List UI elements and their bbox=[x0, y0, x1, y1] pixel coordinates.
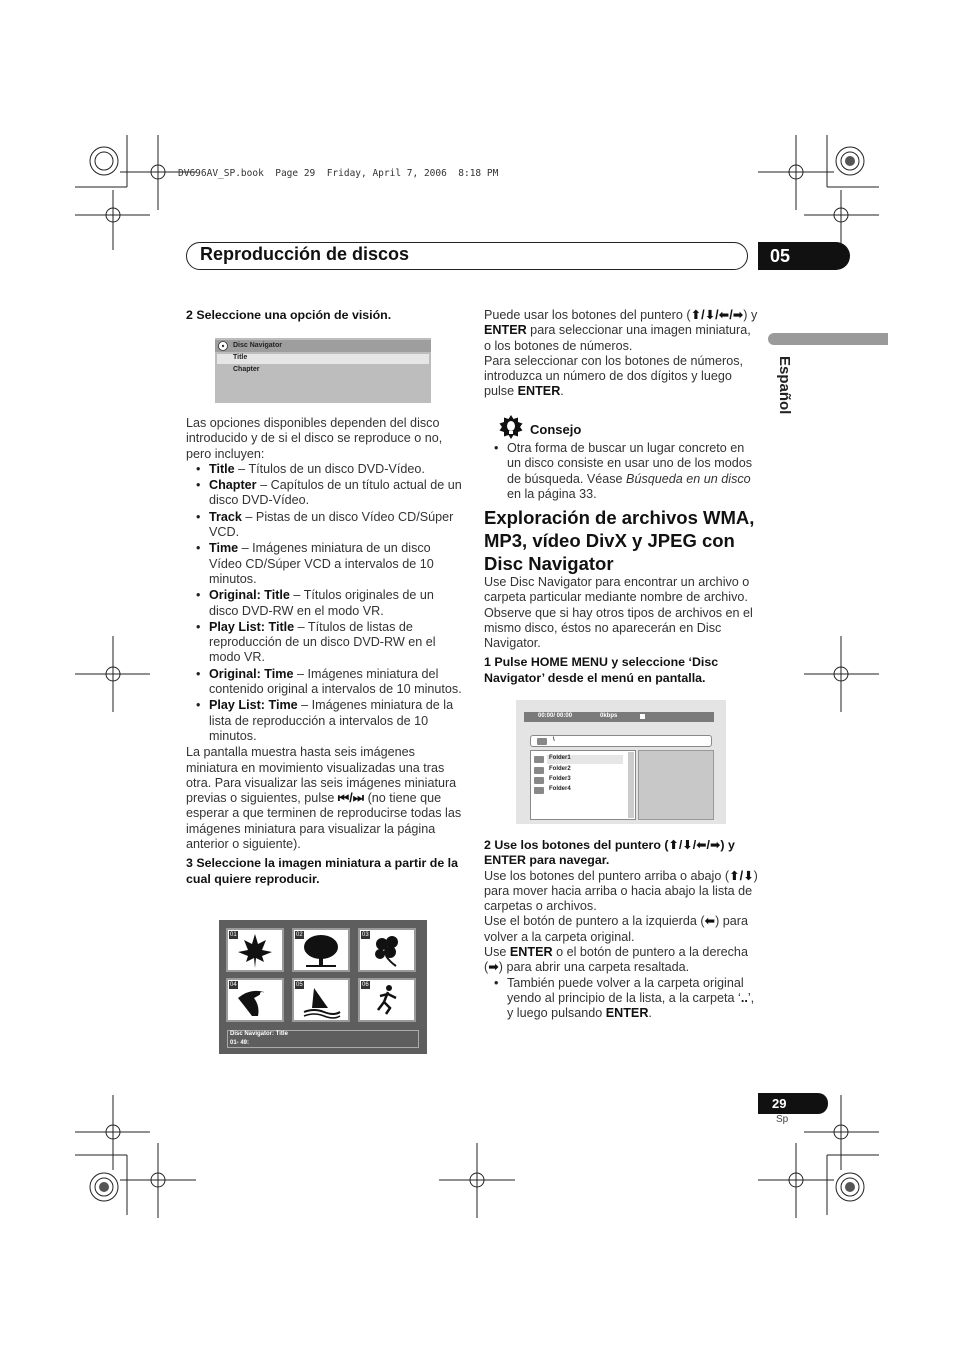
navigation-body bbox=[484, 838, 762, 1023]
list-item: • También puede volver a la carpeta original yendo al principio de la lista, a la carpeta ‘..’, y luego pulsando ENTER. bbox=[484, 976, 762, 1022]
list-item: • Original: Title – Títulos originales de un disco DVD-RW en el modo VR. bbox=[186, 588, 462, 619]
preview-panel bbox=[638, 750, 714, 820]
right-arrow-icon: ➡ bbox=[488, 960, 499, 975]
folder-navigator-screen bbox=[516, 700, 726, 824]
tip-icon bbox=[498, 414, 524, 440]
stop-icon bbox=[640, 714, 645, 719]
page-number: 29 bbox=[758, 1093, 828, 1114]
option-chapter[interactable]: Chapter bbox=[233, 366, 260, 373]
thumbnail-06[interactable]: 06 bbox=[358, 978, 416, 1022]
folder-item[interactable]: Folder4 bbox=[549, 786, 571, 792]
page-language: Sp bbox=[776, 1114, 789, 1125]
list-item: • Otra forma de buscar un lugar concreto en un disco consiste en usar uno de los modos de búsqueda. Véase Búsqueda en un disco en la página 33. bbox=[484, 441, 760, 502]
folder-icon bbox=[534, 777, 544, 784]
folder-icon bbox=[534, 767, 544, 774]
thumbnail-02[interactable]: 02 bbox=[292, 928, 350, 972]
option-title[interactable]: Title bbox=[233, 354, 248, 361]
arrow-icons: ⬆/⬇/⬅/➡ bbox=[668, 838, 721, 852]
disc-navigator-screen bbox=[215, 338, 431, 403]
disc-icon bbox=[218, 341, 228, 351]
language-tab bbox=[768, 333, 888, 345]
list-item: • Original: Time – Imágenes miniatura del contenido original a intervalos de 10 minutos. bbox=[186, 667, 462, 698]
thumbnail-info-bar: Disc Navigator: Title 01- 49: bbox=[227, 1030, 419, 1048]
folder-item[interactable]: Folder3 bbox=[549, 776, 571, 782]
right-column bbox=[484, 308, 760, 400]
selected-highlight bbox=[217, 354, 429, 364]
status-bar: 00:00/ 00:00 0kbps bbox=[524, 712, 714, 722]
list-item: • Title – Títulos de un disco DVD-Vídeo. bbox=[186, 462, 462, 477]
pointer-paragraph: Puede usar los botones del puntero (⬆/⬇/⬅/➡) y ENTER para seleccionar una imagen miniatura, o los botones de números. bbox=[484, 308, 758, 353]
left-paragraph: Use el botón de puntero a la izquierda (⬅) para volver a la carpeta original. bbox=[484, 914, 749, 944]
step-2: 2 Seleccione una opción de visión. bbox=[186, 308, 392, 322]
thumbnail-screen bbox=[219, 920, 427, 1054]
section-heading: Exploración de archivos WMA, MP3, vídeo DivX y JPEG con Disc Navigator bbox=[484, 507, 755, 574]
chapter-badge: 05 bbox=[758, 242, 850, 270]
skip-icons: ⏮/⏭ bbox=[337, 791, 365, 806]
list-item: • Play List: Title – Títulos de listas de reproducción de un disco DVD-RW en el modo VR. bbox=[186, 620, 462, 666]
left-body bbox=[186, 416, 462, 887]
thumbnail-04[interactable]: 04 bbox=[226, 978, 284, 1022]
step-2-navigate: 2 Use los botones del puntero (⬆/⬇/⬅/➡) y ENTER para navegar. bbox=[484, 838, 735, 868]
step-3: 3 Seleccione la imagen miniatura a partir de la cual quiere reproducir. bbox=[186, 856, 459, 886]
up-down-icons: ⬆/⬇ bbox=[729, 868, 754, 883]
left-column bbox=[186, 308, 466, 323]
section-body bbox=[484, 575, 760, 686]
folder-list bbox=[530, 750, 636, 820]
page-title: Reproducción de discos bbox=[200, 244, 410, 264]
list-item: • Time – Imágenes miniatura de un disco Vídeo CD/Súper VCD a intervalos de 10 minutos. bbox=[186, 541, 462, 587]
thumbnail-03[interactable]: 03 bbox=[358, 928, 416, 972]
list-item: • Track – Pistas de un disco Vídeo CD/Súper VCD. bbox=[186, 510, 462, 541]
intro-paragraph: Use Disc Navigator para encontrar un archivo o carpeta particular mediante nombre de archivo. Observe que si hay otros tipos de archivos en el mismo disco, éstos no aparecerán en Disc Navigator. bbox=[484, 575, 753, 651]
options-intro: Las opciones disponibles dependen del disco introducido y de si el disco se reproduce o no, pero incluyen: bbox=[186, 416, 443, 461]
updown-paragraph: Use los botones del puntero arriba o abajo (⬆/⬇) para mover hacia arriba o hacia abajo la lista de carpetas o archivos. bbox=[484, 868, 758, 914]
folder-icon bbox=[537, 738, 547, 745]
thumbnail-05[interactable]: 05 bbox=[292, 978, 350, 1022]
screen-title: Disc Navigator bbox=[233, 342, 283, 349]
options-list bbox=[186, 462, 462, 744]
scrollbar[interactable] bbox=[628, 752, 634, 818]
folder-item[interactable]: Folder2 bbox=[549, 766, 571, 772]
step-1: 1 Pulse HOME MENU y seleccione ‘Disc Navigator’ desde el menú en pantalla. bbox=[484, 655, 719, 685]
enter-paragraph: Use ENTER o el botón de puntero a la derecha (➡) para abrir una carpeta resaltada. bbox=[484, 945, 748, 975]
list-item: • Play List: Time – Imágenes miniatura de la lista de reproducción a intervalos de 10 minutos. bbox=[186, 698, 462, 744]
tip-title: Consejo bbox=[530, 422, 582, 437]
book-info-line: DV696AV_SP.book Page 29 Friday, April 7, 2006 8:18 PM bbox=[178, 168, 499, 179]
folder-icon bbox=[534, 756, 544, 763]
tip-body bbox=[484, 441, 760, 503]
language-label: Español bbox=[776, 356, 793, 415]
folder-icon bbox=[534, 787, 544, 794]
thumbs-paragraph: La pantalla muestra hasta seis imágenes miniatura en movimiento visualizadas una tras otra. Para visualizar las seis imágenes miniatura previas o siguientes, pulse ⏮/⏭ (no tiene que esperar a que terminen de reproducirse todas las imágenes miniatura para visualizar la página anterior o siguiente). bbox=[186, 745, 462, 852]
path-field: \ bbox=[530, 735, 712, 747]
list-item: • Chapter – Capítulos de un título actual de un disco DVD-Vídeo. bbox=[186, 478, 462, 509]
number-paragraph: Para seleccionar con los botones de números, introduzca un número de dos dígitos y luego pulse ENTER. bbox=[484, 353, 744, 399]
folder-item[interactable]: Folder1 bbox=[549, 755, 571, 761]
arrow-icons: ⬆/⬇/⬅/➡ bbox=[690, 308, 744, 322]
thumbnail-01[interactable]: 01 bbox=[226, 928, 284, 972]
left-arrow-icon: ⬅ bbox=[704, 914, 716, 929]
